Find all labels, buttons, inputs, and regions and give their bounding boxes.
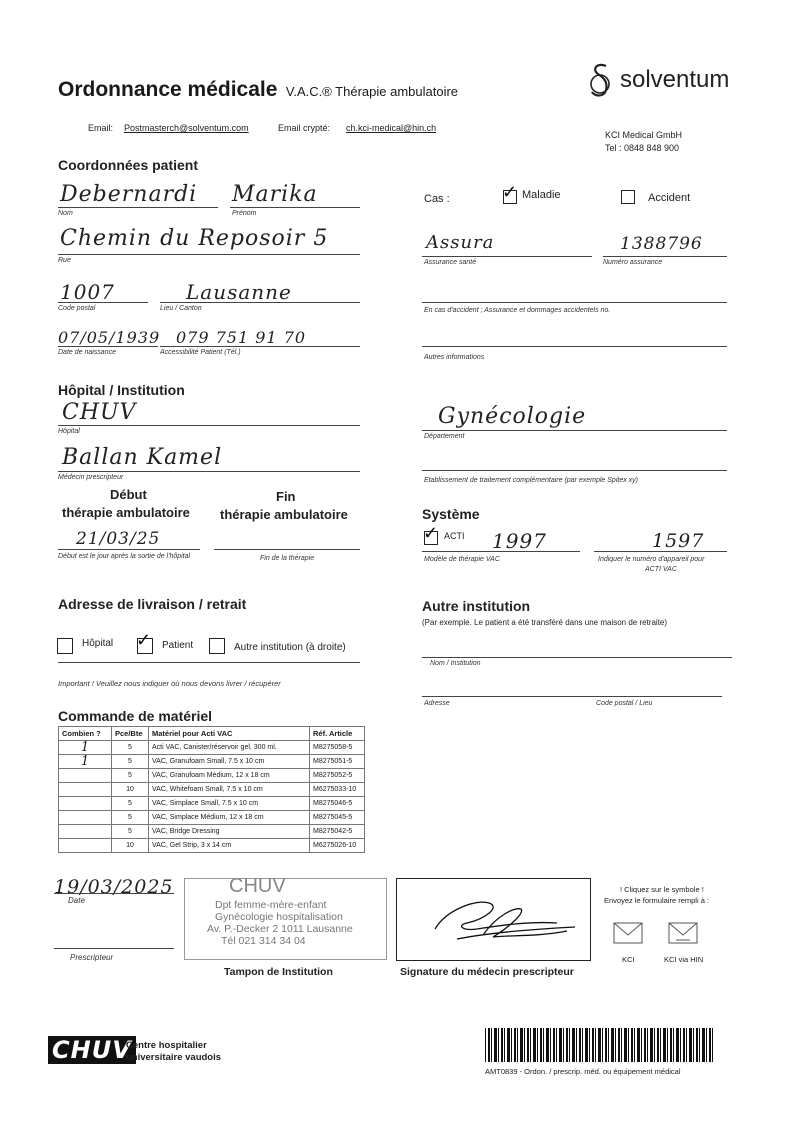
row-qty[interactable]: 1 <box>59 755 112 769</box>
numero-appareil-label: Indiquer le numéro d'appareil pour <box>598 556 705 563</box>
table-row <box>59 769 365 783</box>
page-title <box>58 78 458 102</box>
table-row <box>59 797 365 811</box>
hopital-value[interactable]: CHUV <box>62 400 137 425</box>
patient-prenom[interactable]: Marika <box>232 182 318 207</box>
rue-label: Rue <box>58 257 71 264</box>
livraison-patient-label: Patient <box>162 640 194 651</box>
col-ref: Réf. Article <box>310 727 365 741</box>
date-value[interactable]: 19/03/2025 <box>54 876 174 898</box>
modele-value[interactable]: 1997 <box>492 529 547 553</box>
code-postal-label: Code postal <box>58 305 96 312</box>
company-name: KCI Medical GmbH <box>605 130 683 140</box>
col-pce: Pce/Bte <box>112 727 149 741</box>
section-hopital: Hôpital / Institution <box>58 382 185 398</box>
row-pce: 5 <box>112 797 149 811</box>
debut-title: Début <box>110 487 147 502</box>
livraison-important: Important ! Veuillez nous indiquer où nous devons livrer / récupérer <box>58 679 281 688</box>
row-qty[interactable] <box>59 797 112 811</box>
numero-assurance-label: Numéro assurance <box>603 259 663 266</box>
table-row <box>59 755 365 769</box>
row-ref: M8275046-5 <box>310 797 365 811</box>
debut-title-2: thérapie ambulatoire <box>62 505 190 520</box>
col-combien: Combien ? <box>59 727 112 741</box>
row-ref: M8275051-5 <box>310 755 365 769</box>
fin-label: Fin de la thérapie <box>260 555 315 562</box>
materiel-table <box>58 726 365 853</box>
signature-label: Signature du médecin prescripteur <box>400 966 574 978</box>
modele-label: Modèle de thérapie VAC <box>424 556 500 563</box>
naissance-label: Date de naissance <box>58 349 116 356</box>
section-systeme: Système <box>422 506 480 522</box>
maladie-checkbox[interactable] <box>503 190 517 204</box>
row-pce: 10 <box>112 839 149 853</box>
email-crypt-link[interactable]: ch.kci-medical@hin.ch <box>346 123 437 133</box>
chuv-logo-text: CHUV <box>48 1036 136 1064</box>
autre-code-label: Code postal / Lieu <box>596 700 653 707</box>
row-ref: M8275058-5 <box>310 741 365 755</box>
livraison-autre-checkbox[interactable] <box>209 638 225 654</box>
table-row <box>59 783 365 797</box>
solventum-logo <box>586 60 616 105</box>
row-qty[interactable]: 1 <box>59 741 112 755</box>
debut-label: Début est le jour après la sortie de l'hôpital <box>58 553 191 560</box>
row-pce: 5 <box>112 741 149 755</box>
row-qty[interactable] <box>59 769 112 783</box>
section-patient: Coordonnées patient <box>58 157 199 173</box>
assurance-label: Assurance santé <box>424 259 477 266</box>
etab-label: Etablissement de traitement complémentaire (par exemple Spitex xy) <box>424 477 638 484</box>
row-materiel: VAC, Simplace Médium, 12 x 18 cm <box>149 811 310 825</box>
maladie-label: Maladie <box>522 189 561 201</box>
send-instruction: Envoyez le formulaire rempli à : <box>604 896 710 905</box>
cas-label: Cas : <box>424 193 450 205</box>
medecin-value[interactable]: Ballan Kamel <box>62 445 223 470</box>
stamp-line-5: Tél 021 314 34 04 <box>221 935 306 947</box>
row-materiel: VAC, Granufoam Médium, 12 x 18 cm <box>149 769 310 783</box>
patient-nom[interactable]: Debernardi <box>60 182 198 207</box>
livraison-autre-label: Autre institution (à droite) <box>234 642 346 653</box>
row-ref: M8275042-5 <box>310 825 365 839</box>
autres-info-label: Autres informations <box>424 354 485 361</box>
kci-email-button[interactable] <box>613 920 643 951</box>
row-qty[interactable] <box>59 783 112 797</box>
title-main: Ordonnance médicale <box>58 78 278 101</box>
row-materiel: VAC, Simplace Small, 7.5 x 10 cm <box>149 797 310 811</box>
prenom-label: Prénom <box>232 210 257 217</box>
signature-box <box>396 878 591 961</box>
row-materiel: VAC, Gel Strip, 3 x 14 cm <box>149 839 310 853</box>
email-link[interactable]: Postmasterch@solventum.com <box>124 123 249 133</box>
doc-reference: AMT0839 - Ordon. / prescrip. méd. ou équipement médical <box>485 1067 681 1076</box>
row-qty[interactable] <box>59 811 112 825</box>
stamp-line-4: Av. P.-Decker 2 1011 Lausanne <box>207 923 353 935</box>
row-pce: 5 <box>112 825 149 839</box>
row-ref: M6275033-10 <box>310 783 365 797</box>
row-ref: M6275026-10 <box>310 839 365 853</box>
debut-value[interactable]: 21/03/25 <box>76 529 161 549</box>
lieu-label: Lieu / Canton <box>160 305 202 312</box>
row-ref: M8275052-5 <box>310 769 365 783</box>
table-row <box>59 825 365 839</box>
fin-title: Fin <box>276 489 296 504</box>
prescripteur-label: Prescripteur <box>70 953 114 962</box>
kci-label: KCI <box>622 955 635 964</box>
numero-assurance-value[interactable]: 1388796 <box>620 234 703 254</box>
departement-label: Département <box>424 433 465 440</box>
kci-hin-label: KCI via HIN <box>664 955 704 964</box>
date-label: Date <box>68 896 85 905</box>
institution-stamp-box <box>184 875 387 960</box>
medecin-label: Médecin prescripteur <box>58 474 124 481</box>
table-row <box>59 741 365 755</box>
row-materiel: VAC, Whitefoam Small, 7.5 x 10 cm <box>149 783 310 797</box>
signature-image <box>397 879 590 960</box>
kci-hin-email-button[interactable] <box>668 920 698 951</box>
autre-institution-note: (Par exemple. Le patient a été transféré dans une maison de retraite) <box>422 618 668 627</box>
envelope-hin-icon <box>668 920 698 946</box>
brand-name: solventum <box>620 66 730 93</box>
patient-naissance[interactable]: 07/05/1939 <box>58 328 161 347</box>
row-pce: 5 <box>112 755 149 769</box>
patient-code-postal[interactable]: 1007 <box>60 280 115 304</box>
col-materiel: Matériel pour Acti VAC <box>149 727 310 741</box>
row-materiel: VAC, Bridge Dressing <box>149 825 310 839</box>
livraison-patient-checkbox[interactable] <box>137 638 153 654</box>
stamp-line-3: Gynécologie hospitalisation <box>215 911 343 923</box>
row-qty[interactable] <box>59 825 112 839</box>
click-instruction: ! Cliquez sur le symbole ! <box>620 885 704 894</box>
title-sub: V.A.C.® Thérapie ambulatoire <box>285 84 459 99</box>
assurance-value[interactable]: Assura <box>426 232 495 253</box>
acti-label: ACTI <box>444 531 465 541</box>
fin-title-2: thérapie ambulatoire <box>220 507 348 522</box>
envelope-icon <box>613 920 643 946</box>
livraison-hopital-label: Hôpital <box>82 638 114 649</box>
section-livraison: Adresse de livraison / retrait <box>58 596 247 612</box>
row-qty[interactable] <box>59 839 112 853</box>
tampon-label: Tampon de Institution <box>224 966 333 978</box>
row-ref: M8275045-5 <box>310 811 365 825</box>
numero-appareil-label-2: ACTI VAC <box>645 566 677 573</box>
accident-info-label: En cas d'accident ; Assurance et dommages accidentels no. <box>424 307 611 314</box>
row-materiel: Acti VAC, Canister/réservoir gel, 300 ml. <box>149 741 310 755</box>
patient-rue[interactable]: Chemin du Reposoir 5 <box>60 226 329 251</box>
materiel-header-row <box>59 727 365 741</box>
table-row <box>59 811 365 825</box>
hopital-label: Hôpital <box>58 428 80 435</box>
numero-appareil-value[interactable]: 1597 <box>652 530 705 552</box>
accident-checkbox[interactable] <box>621 190 635 204</box>
section-autre-institution: Autre institution <box>422 598 531 614</box>
autre-nom-label: Nom / Institution <box>430 660 481 667</box>
solventum-s-icon <box>586 60 616 100</box>
row-materiel: VAC, Granufoam Small, 7.5 x 10 cm <box>149 755 310 769</box>
livraison-hopital-checkbox[interactable] <box>57 638 73 654</box>
nom-label: Nom <box>58 210 73 217</box>
chuv-name-1: Centre hospitalier <box>126 1040 207 1051</box>
company-tel: Tel : 0848 848 900 <box>605 143 680 153</box>
section-materiel: Commande de matériel <box>58 708 213 724</box>
stamp-line-2: Dpt femme-mère-enfant <box>215 899 327 911</box>
patient-lieu[interactable]: Lausanne <box>186 280 292 304</box>
stamp-line-1: CHUV <box>229 875 286 897</box>
departement-value[interactable]: Gynécologie <box>438 404 587 429</box>
row-pce: 5 <box>112 811 149 825</box>
chuv-name-2: universitaire vaudois <box>126 1052 222 1063</box>
accident-label: Accident <box>648 192 691 204</box>
patient-tel[interactable]: 079 751 91 70 <box>176 328 307 347</box>
chuv-logo <box>48 1036 136 1064</box>
autre-adresse-label: Adresse <box>424 700 450 707</box>
email-crypt-label: Email crypté: <box>278 123 331 133</box>
tel-label: Accessibilité Patient (Tél.) <box>160 349 241 356</box>
row-pce: 5 <box>112 769 149 783</box>
acti-checkbox[interactable] <box>424 531 438 545</box>
email-label: Email: <box>88 123 114 133</box>
barcode <box>485 1028 715 1062</box>
row-pce: 10 <box>112 783 149 797</box>
table-row <box>59 839 365 853</box>
